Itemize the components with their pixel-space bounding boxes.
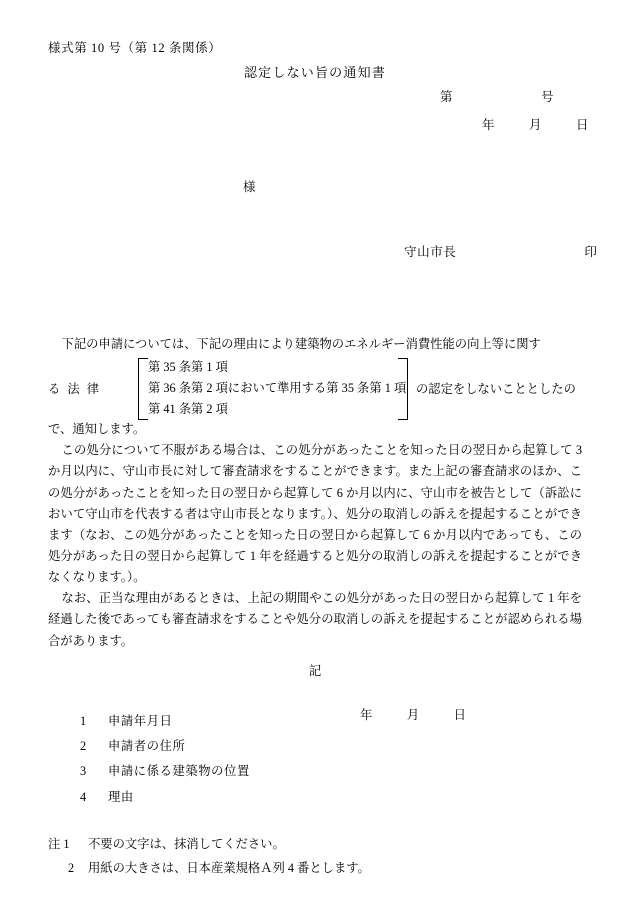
application-day-label: 日 — [453, 708, 467, 722]
law-clause-option: 第 41 条第 2 項 — [148, 402, 228, 417]
note-text: 用紙の大きさは、日本産業規格Ａ列 4 番とします。 — [88, 860, 370, 875]
issue-date-line — [482, 119, 589, 132]
list-item-number: 1 — [80, 714, 87, 728]
body-closing-line: で、通知します。 — [48, 422, 146, 437]
application-month-label: 月 — [406, 708, 420, 722]
date-year-label: 年 — [482, 118, 496, 132]
note-label: 注 1 — [48, 837, 70, 851]
application-date-fields — [360, 709, 466, 721]
list-item — [80, 709, 250, 734]
list-item-label: 理由 — [108, 789, 134, 804]
note-label: 2 — [68, 860, 75, 875]
body-paragraph-3: なお、正当な理由があるときは、上記の期間やこの処分があった日の翌日から起算して 1 年を経過した後であっても審査請求をすることや処分の取消しの訴えを提起することが認められる場合があります。 — [48, 591, 582, 648]
issuer-line — [404, 246, 598, 259]
note-row — [48, 857, 370, 881]
brace-right — [398, 358, 408, 420]
law-label: る 法 律 — [48, 382, 102, 397]
date-day-label: 日 — [576, 118, 590, 132]
list-item-label: 申請年月日 — [108, 714, 173, 728]
list-item-number: 3 — [80, 764, 87, 779]
body-opening: 下記の申請については、下記の理由により建築物のエネルギー消費性能の向上等に関す — [61, 337, 541, 351]
issuer-seal: 印 — [584, 245, 598, 259]
kiji-heading: 記 — [308, 664, 322, 678]
list-item-label: 申請者の住所 — [108, 739, 186, 754]
issuer-name: 守山市長 — [404, 245, 457, 259]
number-label: 第 — [440, 90, 454, 104]
notes-section — [48, 833, 370, 881]
application-year-label: 年 — [360, 708, 373, 722]
document-title: 認定しない旨の通知書 — [243, 65, 386, 80]
law-clause-brace-group — [48, 357, 582, 419]
list-item-number: 2 — [80, 739, 87, 754]
item-list — [80, 709, 250, 810]
brace-left — [138, 358, 148, 420]
document-body — [48, 334, 582, 652]
number-suffix: 号 — [541, 90, 555, 104]
note-row — [48, 833, 370, 857]
note-text: 不要の文字は、抹消してください。 — [88, 837, 285, 851]
law-clause-options — [148, 357, 406, 420]
addressee-honorific: 様 — [243, 180, 256, 194]
list-item — [80, 734, 250, 759]
list-item — [80, 759, 250, 784]
list-item — [80, 785, 250, 810]
list-item-label: 申請に係る建築物の位置 — [108, 764, 250, 779]
law-clause-tail: の認定をしないこととしたの — [416, 382, 576, 397]
law-clause-option: 第 36 条第 2 項において準用する第 35 条第 1 項 — [148, 381, 407, 396]
date-month-label: 月 — [529, 118, 543, 132]
body-paragraph-2: この処分について不服がある場合は、この処分があったことを知った日の翌日から起算して 3 か月以内に、守山市長に対して審査請求をすることができます。また上記の審査請求のほか、この処分があったことを知った日の翌日から起算して 6 か月以内に、守山市を被告として（訴訟において守山市を代表する者は守山市長となります。）、処分の取消しの訴えを提起することができます（なお、この処分があったことを知った日の翌日から起算して 6 か月以内であっても、この処分があった日の翌日から起算して 1 年を経過すると処分の取消しの訴えを提起することができなくなります。）。 — [48, 443, 582, 585]
document-number-line — [440, 91, 554, 104]
law-clause-option: 第 35 条第 1 項 — [148, 360, 228, 375]
list-item-number: 4 — [80, 789, 87, 804]
form-number: 様式第 10 号（第 12 条関係） — [48, 41, 222, 55]
